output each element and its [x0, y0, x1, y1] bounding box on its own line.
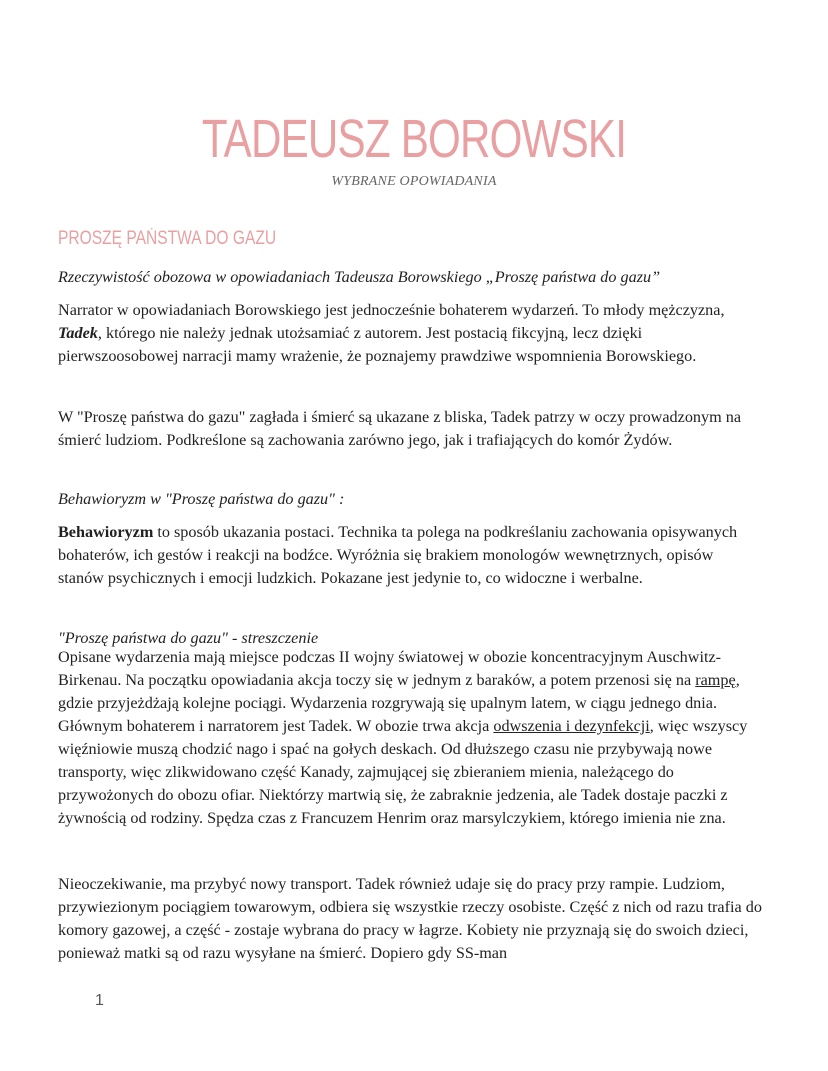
paragraph-narrator	[58, 299, 748, 368]
bold-term-behaviorism: Behawioryzm	[58, 523, 154, 541]
paragraph-text: to sposób ukazania postaci. Technika ta polega na podkreślaniu zachowania opisywanych bohaterów, ich gestów i reakcji na bodźce. Wyróżnia się brakiem monologów wewnętrznych, opisów stanów psychicznych i emocji ludzkich. Pokazane jest jedynie to, co widoczne i werbalne.	[58, 523, 738, 587]
paragraph-text: Narrator w opowiadaniach Borowskiego jest jednocześnie bohaterem wydarzeń. To młody mężczyzna,	[58, 301, 725, 319]
paragraph-zaglada: W "Proszę państwa do gazu" zagłada i śmierć są ukazane z bliska, Tadek patrzy w oczy prowadzonym na śmierć ludziom. Podkreślone są zachowania zarówno jego, jak i trafiających do komór Żydów.	[58, 408, 742, 449]
paragraph-text: , gdzie przyjeżdżają kolejne pociągi. Wydarzenia rozgrywają się upalnym latem, w ciągu jednego dnia. Głównym bohaterem i narratorem jest Tadek. W obozie trwa akcja	[58, 671, 740, 735]
document-subtitle: WYBRANE OPOWIADANIA	[331, 174, 497, 189]
intro-subheading: Rzeczywistość obozowa w opowiadaniach Tadeusza Borowskiego „Proszę państwa do gazu”	[58, 268, 661, 286]
summary-subheading: "Proszę państwa do gazu" - streszczenie	[58, 629, 319, 647]
link-rampa[interactable]: rampę	[695, 671, 736, 689]
link-odwszenia[interactable]: odwszenia i dezynfekcji	[493, 717, 650, 735]
paragraph-behaviorism	[58, 521, 748, 590]
paragraph-summary	[58, 646, 763, 830]
section-heading: PROSZĘ PAŃSTWA DO GAZU	[58, 228, 277, 249]
bold-term-tadek: Tadek	[58, 324, 98, 342]
page-number: 1	[95, 992, 104, 1009]
paragraph-transport: Nieoczekiwanie, ma przybyć nowy transport. Tadek również udaje się do pracy przy rampie. Ludziom, przywiezionym pociągiem towarowym, odbiera się wszystkie rzeczy osobiste. Część z nich od razu trafia do komory gazowej, a część - zostaje wybrana do pracy w łagrze. Kobiety nie przyznają się do swoich dzieci, ponieważ matki są od razu wysyłane na śmierć. Dopiero gdy SS-man	[58, 875, 762, 962]
paragraph-text: Opisane wydarzenia mają miejsce podczas II wojny światowej w obozie koncentracyjnym Auschwitz-Birkenau. Na początku opowiadania akcja toczy się w jednym z baraków, a potem przenosi się na	[58, 648, 722, 689]
document-title: TADEUSZ BOROWSKI	[201, 109, 627, 169]
behaviorism-subheading: Behawioryzm w "Proszę państwa do gazu" :	[58, 490, 345, 508]
paragraph-text: , więc wszyscy więźniowie muszą chodzić nago i spać na gołych deskach. Od dłuższego czasu nie przybywają nowe transporty, więc zlikwidowano część Kanady, zajmującej się zbieraniem mienia, należącego do przywożonych do obozu ofiar. Niektórzy martwią się, że zabraknie jedzenia, ale Tadek dostaje paczki z żywnością od rodziny. Spędza czas z Francuzem Henrim oraz marsylczykiem, którego imienia nie zna.	[58, 717, 748, 827]
paragraph-text: , którego nie należy jednak utożsamiać z autorem. Jest postacią fikcyjną, lecz dzięki pierwszoosobowej narracji mamy wrażenie, że poznajemy prawdziwe wspomnienia Borowskiego.	[58, 324, 697, 365]
